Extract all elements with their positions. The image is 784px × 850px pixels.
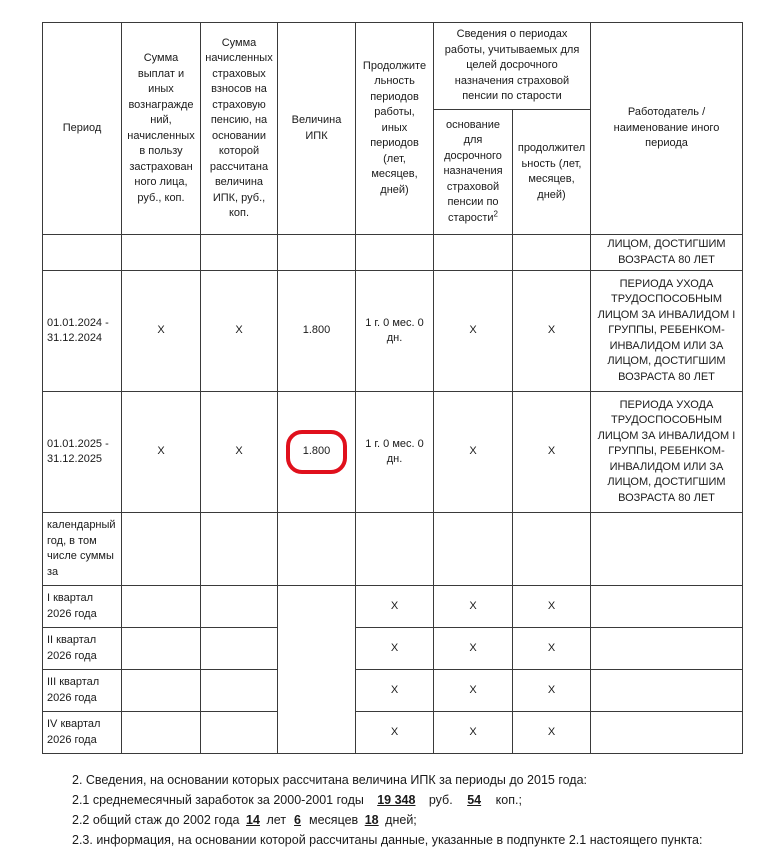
- cell-employer: ПЕРИОДА УХОДА ТРУДОСПОСОБНЫМ ЛИЦОМ ЗА ИНВАЛИДОМ I ГРУППЫ, РЕБЕНКОМ- ИНВАЛИДОМ ИЛИ ЗА ЛИЦОМ, ДОСТИГШИМ ВОЗРАСТА 80 ЛЕТ: [591, 271, 743, 392]
- cell-employer: [591, 513, 743, 586]
- cell-employer: [591, 670, 743, 712]
- cell-early-duration: X: [513, 271, 591, 392]
- header-duration: Продолжите льность периодов работы, иных периодов (лет, месяцев, дней): [356, 23, 434, 235]
- cell-payments: [122, 235, 201, 271]
- cell-payments: [122, 670, 201, 712]
- cell-early-basis: X: [434, 271, 513, 392]
- cell-duration: X: [356, 712, 434, 754]
- ipk-table: [42, 22, 743, 754]
- cell-early-basis: [434, 513, 513, 586]
- experience-months: 6: [294, 813, 301, 827]
- cell-ipk-merged: [278, 586, 356, 754]
- cell-payments: [122, 513, 201, 586]
- cell-duration: [356, 513, 434, 586]
- header-employer: Работодатель / наименование иного периода: [591, 23, 743, 235]
- cell-contributions: X: [201, 271, 278, 392]
- cell-contributions: [201, 628, 278, 670]
- cell-quarter: III квартал 2026 года: [43, 670, 122, 712]
- cell-duration: 1 г. 0 мес. 0 дн.: [356, 271, 434, 392]
- days-label: дней;: [385, 813, 417, 827]
- table-row: [43, 235, 743, 271]
- cell-payments: [122, 628, 201, 670]
- cell-contributions: [201, 670, 278, 712]
- months-label: месяцев: [309, 813, 359, 827]
- cell-quarter: II квартал 2026 года: [43, 628, 122, 670]
- cell-early-duration: X: [513, 392, 591, 513]
- cell-early-basis: X: [434, 712, 513, 754]
- note-2-2: [72, 810, 702, 830]
- ipk-highlight-circle: 1.800: [286, 430, 348, 474]
- cell-contributions: [201, 235, 278, 271]
- cell-early-duration: [513, 513, 591, 586]
- cell-ipk: [278, 392, 356, 513]
- kop-label: коп.;: [495, 793, 522, 807]
- cell-early-duration: X: [513, 670, 591, 712]
- cell-quarter: IV квартал 2026 года: [43, 712, 122, 754]
- cell-employer: [591, 586, 743, 628]
- cell-early-duration: X: [513, 586, 591, 628]
- cell-payments: X: [122, 271, 201, 392]
- cell-early-duration: X: [513, 712, 591, 754]
- cell-employer: ПЕРИОДА УХОДА ТРУДОСПОСОБНЫМ ЛИЦОМ ЗА ИНВАЛИДОМ I ГРУППЫ, РЕБЕНКОМ- ИНВАЛИДОМ ИЛИ ЗА ЛИЦОМ, ДОСТИГШИМ ВОЗРАСТА 80 ЛЕТ: [591, 392, 743, 513]
- cell-early-duration: X: [513, 628, 591, 670]
- avg-salary-rub: 19 348: [377, 793, 416, 807]
- footnote-mark: 2: [493, 209, 498, 219]
- cell-period: 01.01.2024 - 31.12.2024: [43, 271, 122, 392]
- note-2-1-text: 2.1 среднемесячный заработок за 2000-2001 годы: [72, 793, 364, 807]
- header-period: Период: [43, 23, 122, 235]
- table-row: [43, 670, 743, 712]
- cell-payments: [122, 712, 201, 754]
- cell-quarter: I квартал 2026 года: [43, 586, 122, 628]
- note-2-1: [72, 790, 702, 810]
- cell-employer: ЛИЦОМ, ДОСТИГШИМ ВОЗРАСТА 80 ЛЕТ: [591, 235, 743, 271]
- cell-payments: X: [122, 392, 201, 513]
- cell-duration: 1 г. 0 мес. 0 дн.: [356, 392, 434, 513]
- cell-period: [43, 235, 122, 271]
- table-row: [43, 628, 743, 670]
- header-ipk: Величина ИПК: [278, 23, 356, 235]
- note-2-3: 2.3. информация, на основании которой рассчитаны данные, указанные в подпункте 2.1 настоящего пункта:: [72, 833, 703, 847]
- table-row: [43, 271, 743, 392]
- note-2-2-text: 2.2 общий стаж до 2002 года: [72, 813, 240, 827]
- cell-contributions: [201, 712, 278, 754]
- cell-contributions: [201, 513, 278, 586]
- table-row: [43, 586, 743, 628]
- cell-ipk: [278, 513, 356, 586]
- cell-duration: X: [356, 586, 434, 628]
- notes-section: [72, 770, 702, 850]
- table-row: [43, 392, 743, 513]
- cell-early-basis: X: [434, 392, 513, 513]
- cell-contributions: X: [201, 392, 278, 513]
- header-sum-payments: Сумма выплат и иных вознагражде ний, начисленных в пользу застрахован ного лица, руб., коп.: [122, 23, 201, 235]
- avg-salary-kop: 54: [467, 793, 482, 807]
- cell-payments: [122, 586, 201, 628]
- cell-duration: X: [356, 670, 434, 712]
- cell-period: 01.01.2025 - 31.12.2025: [43, 392, 122, 513]
- cell-calendar-year: календарный год, в том числе суммы за: [43, 513, 122, 586]
- cell-employer: [591, 628, 743, 670]
- cell-employer: [591, 712, 743, 754]
- table-row: [43, 712, 743, 754]
- cell-duration: X: [356, 628, 434, 670]
- table-row: [43, 513, 743, 586]
- cell-early-basis: X: [434, 586, 513, 628]
- cell-early-basis: X: [434, 628, 513, 670]
- cell-contributions: [201, 586, 278, 628]
- header-early-duration: продолжител ьность (лет, месяцев, дней): [513, 110, 591, 235]
- header-sum-contributions: Сумма начисленных страховых взносов на страховую пенсию, на основании которой рассчитана величина ИПК, руб., коп.: [201, 23, 278, 235]
- cell-ipk: 1.800: [278, 271, 356, 392]
- header-early-periods: Сведения о периодах работы, учитываемых для целей досрочного назначения страховой пенсии по старости: [434, 23, 591, 110]
- years-label: лет: [266, 813, 287, 827]
- experience-years: 14: [246, 813, 260, 827]
- cell-ipk: [278, 235, 356, 271]
- cell-early-basis: X: [434, 670, 513, 712]
- cell-early-basis: [434, 235, 513, 271]
- rub-label: руб.: [428, 793, 453, 807]
- note-2: 2. Сведения, на основании которых рассчитана величина ИПК за периоды до 2015 года:: [72, 773, 588, 787]
- cell-duration: [356, 235, 434, 271]
- cell-early-duration: [513, 235, 591, 271]
- experience-days: 18: [364, 813, 379, 827]
- header-early-basis: основание для досрочного назначения страховой пенсии по старости$^2$: [434, 110, 513, 235]
